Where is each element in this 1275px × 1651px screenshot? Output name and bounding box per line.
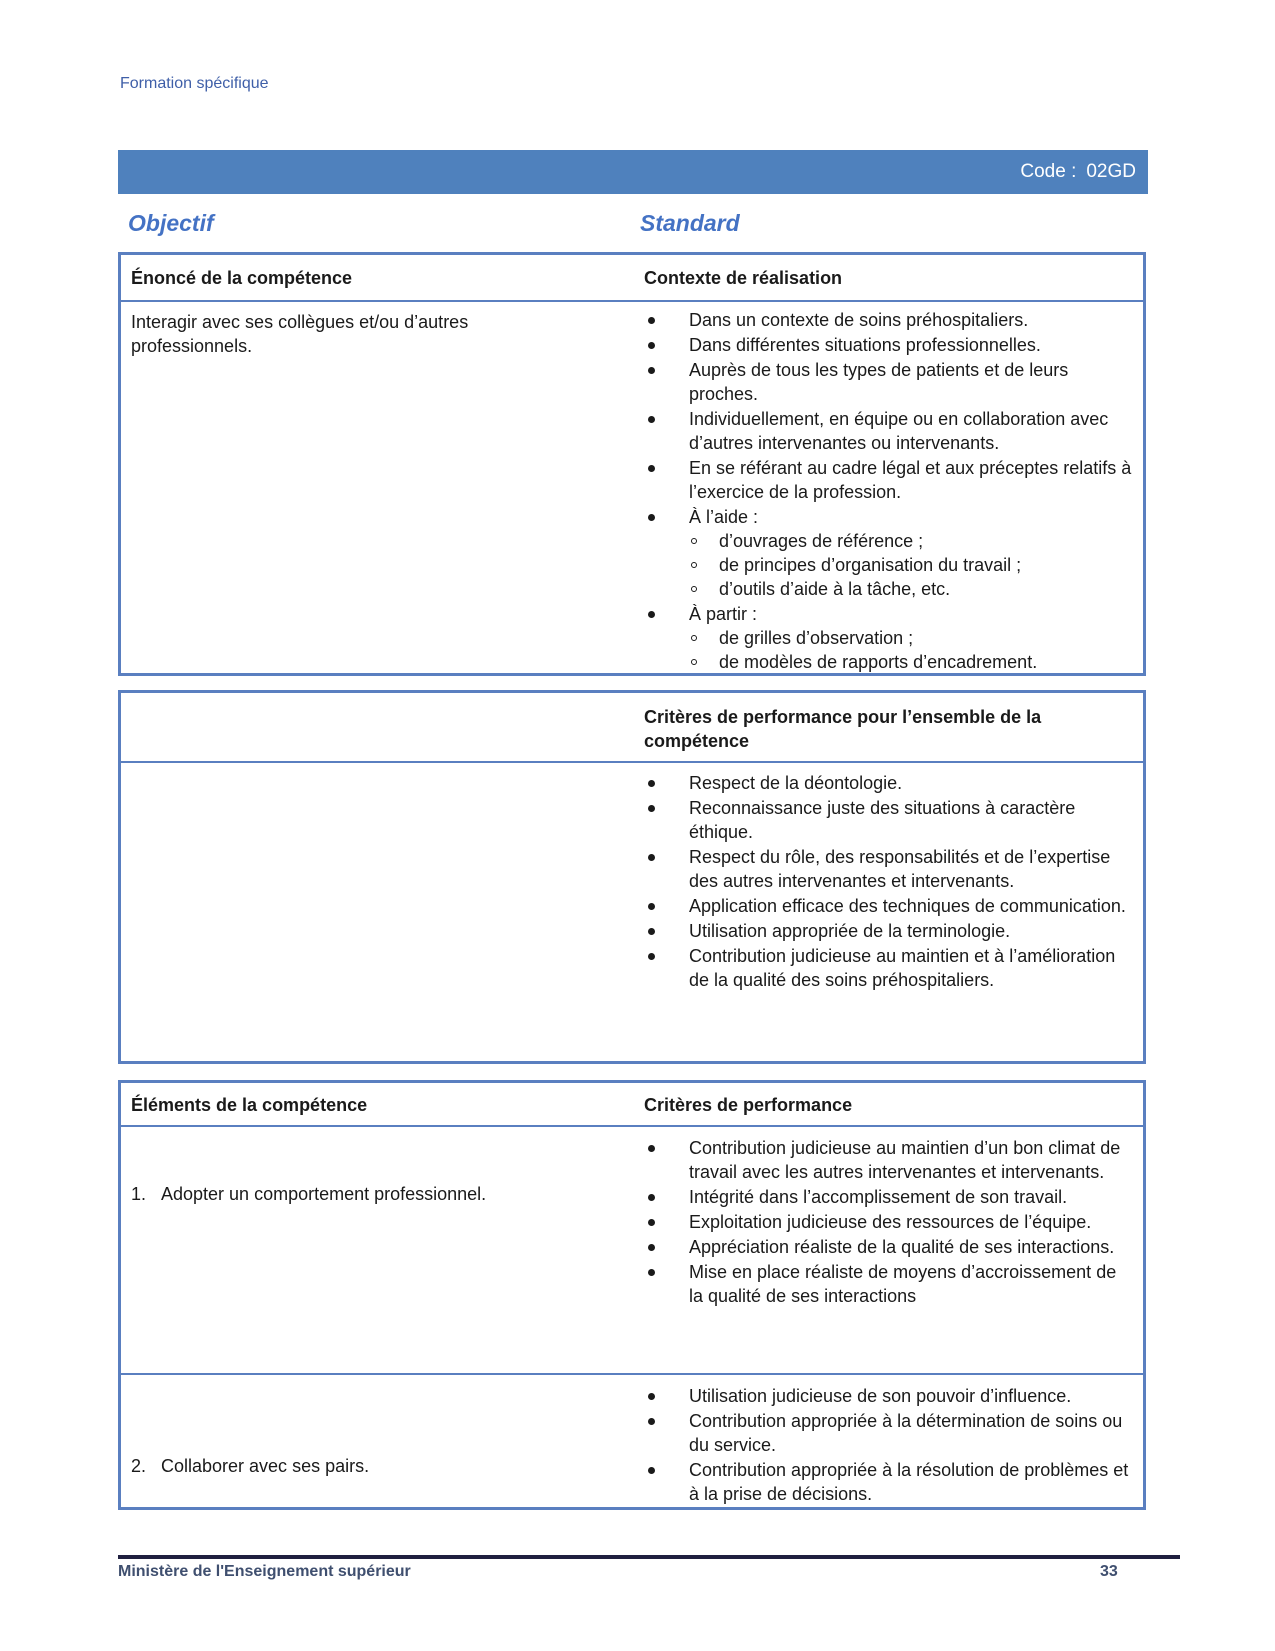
criteria-header-row bbox=[121, 693, 1143, 763]
competence-statement: Interagir avec ses collègues et/ou d’autres professionnels. bbox=[131, 312, 469, 356]
element-criteria-item: Intégrité dans l’accomplissement de son travail. bbox=[644, 1185, 1134, 1209]
contexte-title: Contexte de réalisation bbox=[644, 268, 843, 288]
criteria-list bbox=[644, 771, 1134, 992]
code-banner bbox=[118, 150, 1148, 194]
criteria-list-wrap bbox=[644, 771, 1134, 993]
criteria-item: Respect du rôle, des responsabilités et de l’expertise des autres intervenantes et intervenants. bbox=[644, 845, 1134, 893]
element-number: 1. bbox=[131, 1184, 147, 1204]
criteria-box bbox=[118, 690, 1146, 1064]
element-criteria-item: Contribution appropriée à la détermination de soins ou du service. bbox=[644, 1409, 1134, 1457]
code-label: Code : bbox=[1020, 161, 1077, 182]
element-text: Adopter un comportement professionnel. bbox=[161, 1184, 487, 1204]
context-item: À partir : de grilles d’observation ; de modèles de rapports d’encadrement. bbox=[644, 602, 1134, 674]
objectif-heading: Objectif bbox=[128, 210, 214, 236]
context-subitem: de grilles d’observation ; bbox=[689, 626, 1134, 650]
element-1-criteria bbox=[644, 1136, 1134, 1308]
element-number: 2. bbox=[131, 1456, 147, 1476]
code-value: 02GD bbox=[1086, 161, 1136, 182]
context-list-wrap bbox=[644, 308, 1134, 675]
element-criteria-item: Utilisation judicieuse de son pouvoir d’influence. bbox=[644, 1384, 1134, 1408]
running-head: Formation spécifique bbox=[120, 75, 269, 92]
element-criteria-item: Appréciation réaliste de la qualité de ses interactions. bbox=[644, 1235, 1134, 1259]
element-1 bbox=[131, 1182, 641, 1206]
context-subitem: d’ouvrages de référence ; bbox=[689, 529, 1134, 553]
context-item: En se référant au cadre légal et aux préceptes relatifs à l’exercice de la profession. bbox=[644, 456, 1134, 504]
context-list bbox=[644, 308, 1134, 674]
element-criteria-item: Contribution judicieuse au maintien d’un bon climat de travail avec les autres intervenantes et intervenants. bbox=[644, 1136, 1134, 1184]
context-subitem: de modèles de rapports d’encadrement. bbox=[689, 650, 1134, 674]
criteria-item: Respect de la déontologie. bbox=[644, 771, 1134, 795]
competence-header-row bbox=[121, 255, 1143, 302]
element-criteria-item: Exploitation judicieuse des ressources de l’équipe. bbox=[644, 1210, 1134, 1234]
element-1-criteria-wrap bbox=[644, 1136, 1134, 1309]
element-2-criteria-wrap bbox=[644, 1384, 1134, 1507]
competence-box bbox=[118, 252, 1146, 676]
criteria-item: Reconnaissance juste des situations à caractère éthique. bbox=[644, 796, 1134, 844]
element-text: Collaborer avec ses pairs. bbox=[161, 1456, 370, 1476]
context-item: Dans un contexte de soins préhospitaliers. bbox=[644, 308, 1134, 332]
context-item: Individuellement, en équipe ou en collaboration avec d’autres intervenantes ou intervenants. bbox=[644, 407, 1134, 455]
element-criteria-item: Contribution appropriée à la résolution de problèmes et à la prise de décisions. bbox=[644, 1458, 1134, 1506]
context-subitem: d’outils d’aide à la tâche, etc. bbox=[689, 577, 1134, 601]
context-subitem: de principes d’organisation du travail ; bbox=[689, 553, 1134, 577]
element-2 bbox=[131, 1454, 641, 1478]
standard-heading: Standard bbox=[640, 210, 740, 236]
context-sublist bbox=[689, 626, 1134, 674]
criteria-item: Utilisation appropriée de la terminologie. bbox=[644, 919, 1134, 943]
criteria-item: Application efficace des techniques de communication. bbox=[644, 894, 1134, 918]
element-criteria-title: Critères de performance bbox=[644, 1095, 853, 1115]
context-item: Auprès de tous les types de patients et de leurs proches. bbox=[644, 358, 1134, 406]
context-item: À l’aide : d’ouvrages de référence ; de principes d’organisation du travail ; d’outils d’aide à la tâche, etc. bbox=[644, 505, 1134, 601]
element-separator bbox=[121, 1373, 1143, 1375]
context-item: Dans différentes situations professionnelles. bbox=[644, 333, 1134, 357]
elements-header-row bbox=[121, 1083, 1143, 1127]
criteria-title: Critères de performance pour l’ensemble de la compétence bbox=[644, 707, 1042, 751]
footer-ministry: Ministère de l'Enseignement supérieur bbox=[118, 1563, 411, 1580]
enonce-title: Énoncé de la compétence bbox=[131, 268, 353, 288]
element-criteria-item: Mise en place réaliste de moyens d’accroissement de la qualité de ses interactions bbox=[644, 1260, 1134, 1308]
footer-rule bbox=[118, 1555, 1180, 1559]
page-number: 33 bbox=[1100, 1563, 1118, 1580]
section-headings bbox=[128, 210, 1148, 240]
criteria-item: Contribution judicieuse au maintien et à l’amélioration de la qualité des soins préhospitaliers. bbox=[644, 944, 1134, 992]
context-sublist bbox=[689, 529, 1134, 601]
element-2-criteria bbox=[644, 1384, 1134, 1506]
elements-title: Éléments de la compétence bbox=[131, 1095, 368, 1115]
elements-box bbox=[118, 1080, 1146, 1510]
